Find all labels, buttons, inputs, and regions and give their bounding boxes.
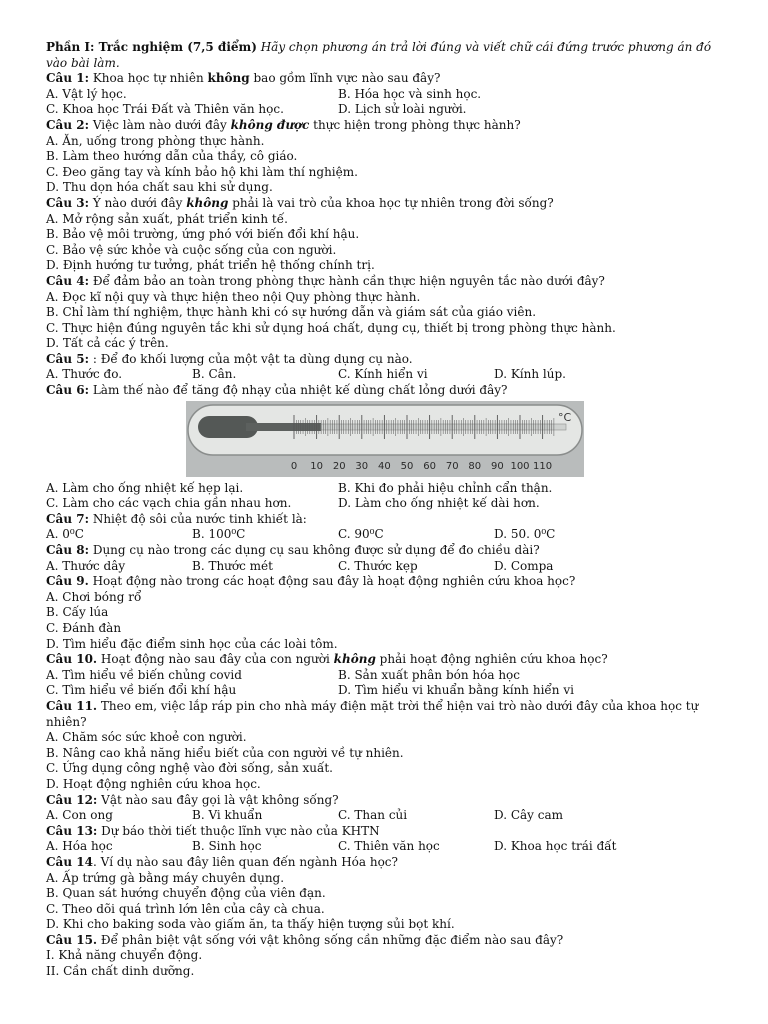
option-b[interactable]: B. Sản xuất phân bón hóa học <box>338 667 521 682</box>
scale-number: 20 <box>332 460 346 472</box>
option-d[interactable]: D. Thu dọn hóa chất sau khi sử dụng. <box>46 180 273 195</box>
question-10: Câu 10. Hoạt động nào sau đây của con người không phải hoạt động nghiên cứu khoa học? <box>46 652 608 667</box>
question-1: Câu 1: Khoa học tự nhiên không bao gồm lĩnh vực nào sau đây? <box>46 71 441 86</box>
option-c[interactable]: C. Theo dõi quá trình lớn lên của cây cà chua. <box>46 901 325 916</box>
option-a[interactable]: A. 0⁰C <box>46 527 84 542</box>
question-11: Câu 11. Theo em, việc lắp ráp pin cho nhà máy điện mặt trời thể hiện vai trò nào dưới đây của khoa học tự nhiên? <box>46 698 699 729</box>
question-15: Câu 15. Để phân biệt vật sống với vật không sống cần những đặc điểm nào sau đây? <box>46 932 564 947</box>
question-label: Câu 3: <box>46 195 90 210</box>
scale-number: 70 <box>445 460 459 472</box>
question-label: Câu 15. <box>46 932 98 947</box>
option-d[interactable]: D. Khi cho baking soda vào giấm ăn, ta thấy hiện tượng sủi bọt khí. <box>46 917 455 932</box>
option-b[interactable]: B. Làm theo hướng dẫn của thầy, cô giáo. <box>46 149 298 164</box>
option-d[interactable]: D. Tất cả các ý trên. <box>46 336 169 351</box>
scale-number: 80 <box>468 460 482 472</box>
unit-label: °C <box>558 410 572 424</box>
question-label: Câu 6: <box>46 383 90 398</box>
option-d[interactable]: D. Lịch sử loài người. <box>338 102 467 117</box>
option-b[interactable]: B. Sinh học <box>192 839 262 854</box>
options-row <box>46 683 726 699</box>
option-a[interactable]: A. Con ong <box>46 808 113 823</box>
question-label: Câu 5: <box>46 351 90 366</box>
options-row <box>46 808 726 824</box>
option-b[interactable]: B. Cân. <box>192 367 237 382</box>
option-c[interactable]: C. Ứng dụng công nghệ vào đời sống, sản xuất. <box>46 761 333 776</box>
scale-number: 30 <box>355 460 369 472</box>
section-header <box>46 40 726 71</box>
section-title: Phần I: Trắc nghiệm (7,5 điểm) <box>46 40 257 54</box>
option-d[interactable]: D. Định hướng tư tưởng, phát triển hệ thống chính trị. <box>46 258 375 273</box>
option-d[interactable]: D. Tìm hiểu đặc điểm sinh học của các loài tôm. <box>46 636 338 651</box>
option-d[interactable]: D. Làm cho ống nhiệt kế dài hơn. <box>338 496 540 511</box>
question-label: Câu 1: <box>46 71 90 86</box>
option-b[interactable]: B. Bảo vệ môi trường, ứng phó với biến đổi khí hậu. <box>46 227 360 242</box>
option-b[interactable]: B. Nâng cao khả năng hiểu biết của con người về tự nhiên. <box>46 745 404 760</box>
question-label: Câu 13: <box>46 823 98 838</box>
exam-page <box>46 40 726 980</box>
option-d[interactable]: D. Kính lúp. <box>494 367 566 382</box>
options-row <box>46 481 726 497</box>
statement-1: I. Khả năng chuyển động. <box>46 948 203 963</box>
question-label: Câu 12: <box>46 792 98 807</box>
question-label: Câu 9. <box>46 574 89 589</box>
emphasis: không được <box>230 117 310 132</box>
options-row <box>46 527 726 543</box>
emphasis: không <box>207 71 250 86</box>
question-4: Câu 4: Để đảm bảo an toàn trong phòng thực hành cần thực hiện nguyên tắc nào dưới đây? <box>46 273 605 288</box>
option-a[interactable]: A. Ấp trứng gà bằng máy chuyên dụng. <box>46 870 285 885</box>
question-9: Câu 9. Hoạt động nào trong các hoạt động sau đây là hoạt động nghiên cứu khoa học? <box>46 574 576 589</box>
question-2: Câu 2: Việc làm nào dưới đây không được thực hiện trong phòng thực hành? <box>46 117 521 132</box>
question-label: Câu 10. <box>46 652 98 667</box>
option-c[interactable]: C. Kính hiển vi <box>338 367 428 382</box>
options-row <box>46 839 726 855</box>
option-b[interactable]: B. Khi đo phải hiệu chỉnh cẩn thận. <box>338 480 553 495</box>
question-12: Câu 12: Vật nào sau đây gọi là vật không sống? <box>46 792 339 807</box>
option-c[interactable]: C. Đeo găng tay và kính bảo hộ khi làm thí nghiệm. <box>46 164 358 179</box>
option-a[interactable]: A. Hóa học <box>46 839 113 854</box>
question-5: Câu 5: : Để đo khối lượng của một vật ta dùng dụng cụ nào. <box>46 351 413 366</box>
section-instruction: Hãy chọn phương án trả lời đúng và viết chữ cái đứng trước phương án đó vào bài làm. <box>46 40 712 70</box>
option-a[interactable]: A. Mở rộng sản xuất, phát triển kinh tế. <box>46 211 288 226</box>
option-a[interactable]: A. Ăn, uống trong phòng thực hành. <box>46 133 265 148</box>
option-a[interactable]: A. Tìm hiểu về biến chủng covid <box>46 667 242 682</box>
question-7: Câu 7: Nhiệt độ sôi của nước tinh khiết là: <box>46 511 307 526</box>
scale-number: 40 <box>378 460 391 472</box>
scale-number: 110 <box>533 460 553 472</box>
scale-number: 100 <box>510 460 530 472</box>
options-row <box>46 87 726 103</box>
statement-2: II. Cần chất dinh dưỡng. <box>46 964 195 979</box>
option-a[interactable]: A. Vật lý học. <box>46 86 127 101</box>
option-b[interactable]: B. Hóa học và sinh học. <box>338 86 482 101</box>
options-row <box>46 496 726 512</box>
scale-number: 60 <box>423 460 436 472</box>
question-label: Câu 11. <box>46 698 98 713</box>
option-b[interactable]: B. Thước mét <box>192 558 273 573</box>
option-c[interactable]: C. 90⁰C <box>338 527 384 542</box>
question-13: Câu 13: Dự báo thời tiết thuộc lĩnh vực nào của KHTN <box>46 823 380 838</box>
option-d[interactable]: D. Khoa học trái đất <box>494 839 617 854</box>
scale-number: 0 <box>290 460 298 472</box>
option-c[interactable]: C. Than củi <box>338 808 408 823</box>
option-d[interactable]: D. Compa <box>494 558 554 573</box>
question-label: Câu 8: <box>46 543 90 558</box>
option-a[interactable]: A. Thước dây <box>46 558 126 573</box>
options-row <box>46 367 726 383</box>
option-b[interactable]: B. 100⁰C <box>192 527 246 542</box>
option-d[interactable]: D. Tìm hiểu vi khuẩn bằng kính hiển vi <box>338 683 574 698</box>
option-c[interactable]: C. Làm cho các vạch chia gần nhau hơn. <box>46 496 292 511</box>
options-row <box>46 559 726 575</box>
question-label: Câu 14 <box>46 854 93 869</box>
question-label: Câu 4: <box>46 273 90 288</box>
option-c[interactable]: C. Thiên văn học <box>338 839 440 854</box>
question-label: Câu 7: <box>46 511 90 526</box>
option-c[interactable]: C. Khoa học Trái Đất và Thiên văn học. <box>46 102 284 117</box>
options-row <box>46 668 726 684</box>
scale-number: 90 <box>491 460 504 472</box>
emphasis: không <box>186 195 229 210</box>
question-label: Câu 2: <box>46 117 90 132</box>
question-8: Câu 8: Dụng cụ nào trong các dụng cụ sau không được sử dụng để đo chiều dài? <box>46 543 540 558</box>
option-c[interactable]: C. Đánh đàn <box>46 621 122 635</box>
options-row <box>46 102 726 118</box>
scale-number: 50 <box>400 460 414 472</box>
question-6: Câu 6: Làm thế nào để tăng độ nhạy của nhiệt kế dùng chất lỏng dưới đây? <box>46 383 508 398</box>
scale-number: 10 <box>310 460 323 472</box>
option-d[interactable]: D. Cây cam <box>494 808 564 823</box>
option-c[interactable]: C. Thực hiện đúng nguyên tắc khi sử dụng hoá chất, dụng cụ, thiết bị trong phòng thực hành. <box>46 320 616 335</box>
option-b[interactable]: B. Quan sát hướng chuyển động của viên đạn. <box>46 886 326 901</box>
option-c[interactable]: C. Bảo vệ sức khỏe và cuộc sống của con người. <box>46 242 337 257</box>
option-b[interactable]: B. Vi khuẩn <box>192 808 263 823</box>
option-d[interactable]: D. Hoạt động nghiên cứu khoa học. <box>46 776 261 791</box>
option-c[interactable]: C. Tìm hiểu về biến đổi khí hậu <box>46 683 237 698</box>
thermometer-figure <box>46 399 726 481</box>
option-a[interactable]: A. Chơi bóng rổ <box>46 589 142 604</box>
question-14: Câu 14. Ví dụ nào sau đây liên quan đến ngành Hóa học? <box>46 854 398 869</box>
option-c[interactable]: C. Thước kẹp <box>338 558 418 573</box>
option-a[interactable]: A. Đọc kĩ nội quy và thực hiện theo nội Quy phòng thực hành. <box>46 289 421 304</box>
thermometer-image <box>186 401 584 477</box>
option-a[interactable]: A. Làm cho ống nhiệt kế hẹp lại. <box>46 480 244 495</box>
option-a[interactable]: A. Chăm sóc sức khoẻ con người. <box>46 730 247 745</box>
option-d[interactable]: D. 50. 0⁰C <box>494 527 556 542</box>
question-3: Câu 3: Ý nào dưới đây không phải là vai trò của khoa học tự nhiên trong đời sống? <box>46 195 554 210</box>
option-b[interactable]: B. Cấy lúa <box>46 605 109 620</box>
option-a[interactable]: A. Thước đo. <box>46 367 123 382</box>
emphasis: không <box>333 652 376 667</box>
option-b[interactable]: B. Chỉ làm thí nghiệm, thực hành khi có sự hướng dẫn và giám sát của giáo viên. <box>46 305 537 320</box>
